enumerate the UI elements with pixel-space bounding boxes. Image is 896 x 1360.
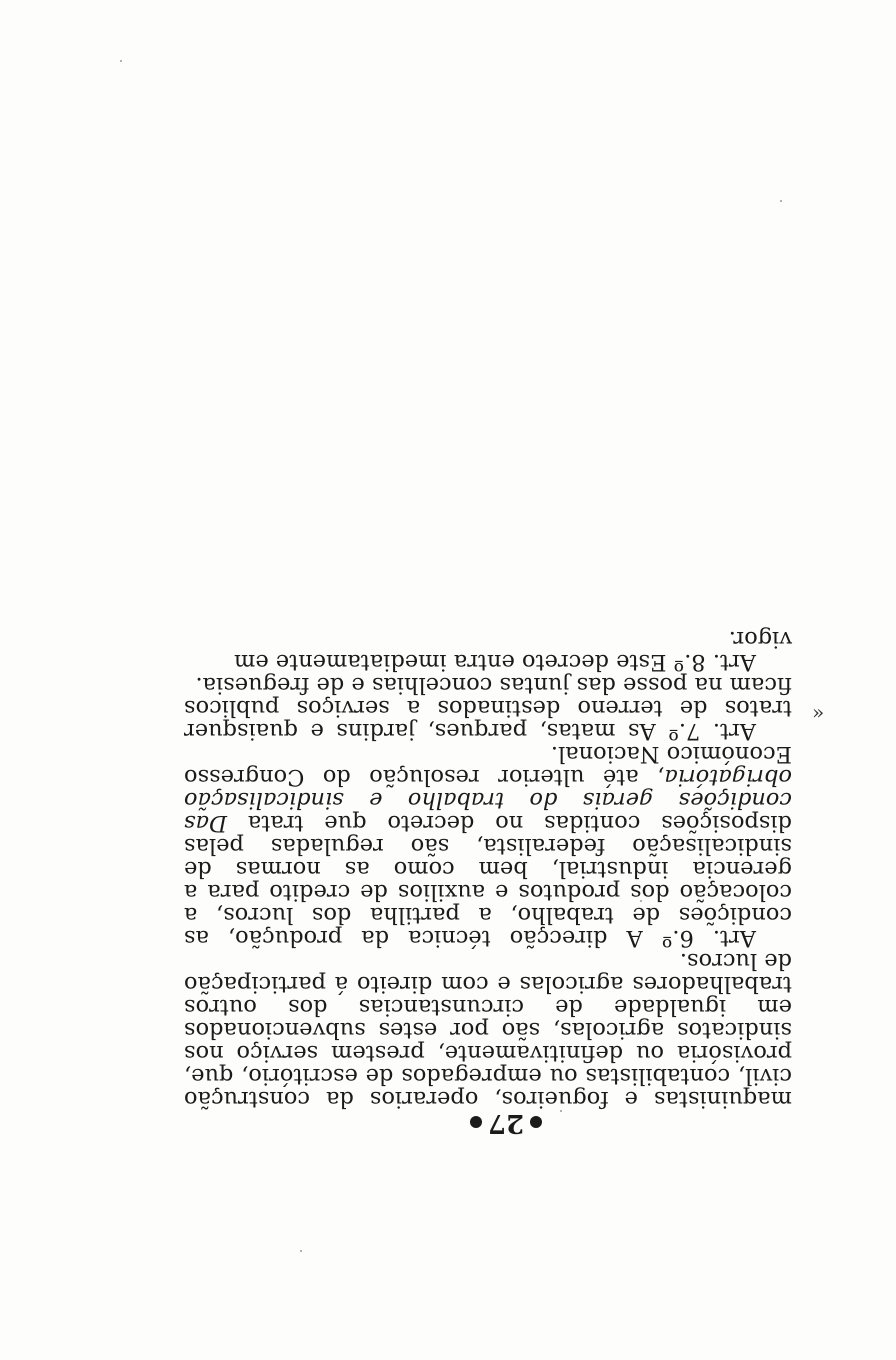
paragraph-text: maquinistas e fogueiros, operarios da construção civil, contabilistas ou empregados de escritório, que, provisória ou definitivamente, prestem serviço nos sindicatos agricolas, são por estes subvencionados em igualdade de circunstancias dos outros trabalhadores agricolas e com direito á participação de lucros. bbox=[184, 948, 792, 1112]
paragraph-continuation bbox=[184, 949, 792, 1110]
paragraph-text: , até ulterior resolução do Congresso Económico Nacional. bbox=[184, 741, 792, 790]
bullet-dot-icon bbox=[470, 1116, 482, 1128]
bullet-dot-icon bbox=[530, 1116, 542, 1128]
margin-mark: » bbox=[812, 700, 825, 724]
paragraph-text: Art. 6.º A direcção técnica da produção, as condições de trabalho, a partilha dos lucros, a colocação dos produtos e auxilios de credito para a gerencia industrial, bem como as normas de sindicalisação federalista, são reguladas pelas disposições contidas no decreto que trata bbox=[184, 810, 792, 951]
page-number bbox=[446, 1108, 566, 1138]
paragraph-text: Art. 7.º As matas, parques, jardins e quaisquer tratos de terreno destinados a serviços publicos ficam na posse das juntas concelhias e de freguesia. bbox=[184, 672, 792, 744]
paragraph-text: Art. 8.º Este decreto entra imediatamente em vigor. bbox=[234, 626, 792, 675]
paragraph-article-6 bbox=[184, 742, 792, 949]
paragraph-italic-text: Das condições gerais do trabalho e sindicalisação obrigatória bbox=[184, 764, 792, 836]
paragraph-article-7 bbox=[184, 673, 792, 742]
page-number-text: 27 bbox=[487, 1108, 525, 1138]
body-text bbox=[184, 627, 792, 1110]
paragraph-article-8 bbox=[184, 627, 792, 673]
